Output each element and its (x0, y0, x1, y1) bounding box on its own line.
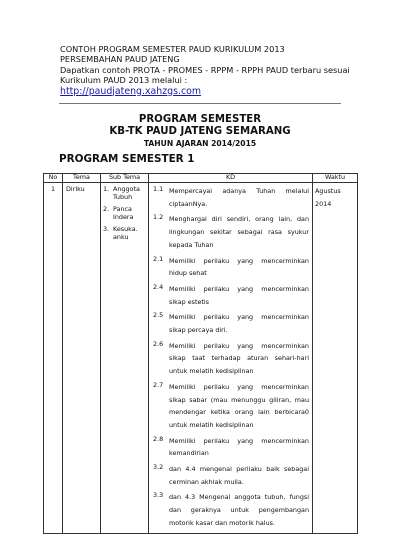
competency-text: Memiliki perilaku yang mencerminkan sikap percaya diri. (169, 313, 309, 335)
subtheme-item (103, 225, 146, 241)
row-number: 1 (44, 183, 63, 534)
competency-item (153, 213, 309, 251)
subtheme-number: 2. (103, 205, 110, 213)
competency-cell (149, 183, 313, 534)
competency-text: Mempercayai adanya Tuhan melalui ciptaanNya. (169, 187, 309, 208)
competency-code: 3.3 (153, 491, 164, 500)
header-divider (59, 103, 341, 104)
header-no: No (44, 174, 63, 183)
header-subtema: Sub Tema (101, 174, 149, 183)
competency-item (153, 463, 309, 488)
competency-item (153, 283, 309, 308)
header-line-4: Kurikulum PAUD 2013 melalui : (60, 75, 188, 86)
header-line-1: CONTOH PROGRAM SEMESTER PAUD KURIKULUM 2013 (60, 44, 285, 54)
subtheme-item (103, 205, 146, 221)
competency-code: 2.7 (153, 380, 164, 389)
competency-code: 2.5 (153, 311, 164, 320)
theme-cell: Diriku (63, 183, 101, 534)
competency-code: 2.1 (153, 254, 164, 263)
competency-text: Memiliki perilaku yang mencerminkan kemandirian (169, 436, 309, 458)
subtheme-text: Kesuka. anku (113, 225, 138, 241)
header-line-3: Dapatkan contoh PROTA - PROMES - RPPM - RPPH PAUD terbaru sesuai (60, 64, 350, 75)
school-name: KB-TK PAUD JATENG SEMARANG (109, 126, 291, 137)
time-cell: Agustus 2014 (313, 183, 358, 534)
subtheme-number: 3. (103, 225, 110, 233)
website-link[interactable]: http://paudjateng.xahzgs.com (60, 85, 201, 97)
subtheme-item (103, 185, 146, 201)
competency-code: 2.6 (153, 339, 164, 348)
competency-item (153, 311, 309, 336)
header-kd: KD (149, 174, 313, 183)
competency-item (153, 255, 309, 280)
competency-code: 1.2 (153, 213, 164, 222)
header-waktu: Waktu (313, 174, 358, 183)
competency-text: Memiliki perilaku yang mencerminkan sikap sabar (mau menunggu giliran, mau mendengar ketika orang lain berbicara0 untuk melatih kedisiplinan (169, 382, 309, 429)
section-title: PROGRAM SEMESTER 1 (59, 153, 195, 165)
semester-program-table (43, 173, 358, 534)
competency-item (153, 185, 309, 210)
subtheme-text: Panca Indera (113, 205, 134, 221)
subtheme-text: Anggota Tubuh (113, 185, 140, 201)
competency-item (153, 340, 309, 378)
competency-text: Menghargai diri sendiri, orang lain, dan lingkungan sekitar sebagai rasa syukur kepada Tuhan (169, 215, 309, 249)
document-title: PROGRAM SEMESTER (138, 114, 262, 125)
table-row (44, 183, 358, 534)
competency-text: dan 4.4 mengenal perilaku baik sebagai cerminan akhlak mulia. (169, 465, 309, 486)
competency-code: 1.1 (153, 185, 164, 193)
subtheme-cell (101, 183, 149, 534)
competency-text: dan 4.3 Mengenal anggota tubuh, fungsi dan geraknya untuk pengembangan motorik kasar dan motorik halus. (169, 493, 309, 527)
competency-item (153, 435, 309, 460)
intro-header (60, 44, 350, 98)
academic-year: TAHUN AJARAN 2014/2015 (143, 139, 257, 148)
competency-code: 3.2 (153, 463, 164, 472)
competency-code: 2.4 (153, 282, 164, 291)
competency-text: Memiliki perilaku yang mencerminkan hidup sehat (169, 256, 309, 278)
competency-text: Memiliki perilaku yang mencerminkan sikap estetis (169, 284, 309, 306)
competency-text: Memiliki perilaku yang mencerminkan sikap taat terhadap aturan sehari-hari untuk melatih kedisiplinan (169, 341, 309, 376)
competency-item (153, 381, 309, 432)
table-header-row (44, 174, 358, 183)
header-line-2: PERSEMBAHAN PAUD JATENG (60, 54, 180, 65)
competency-code: 2.8 (153, 434, 164, 443)
competency-item (153, 491, 309, 529)
subtheme-number: 1. (103, 185, 110, 193)
header-tema: Tema (63, 174, 101, 183)
